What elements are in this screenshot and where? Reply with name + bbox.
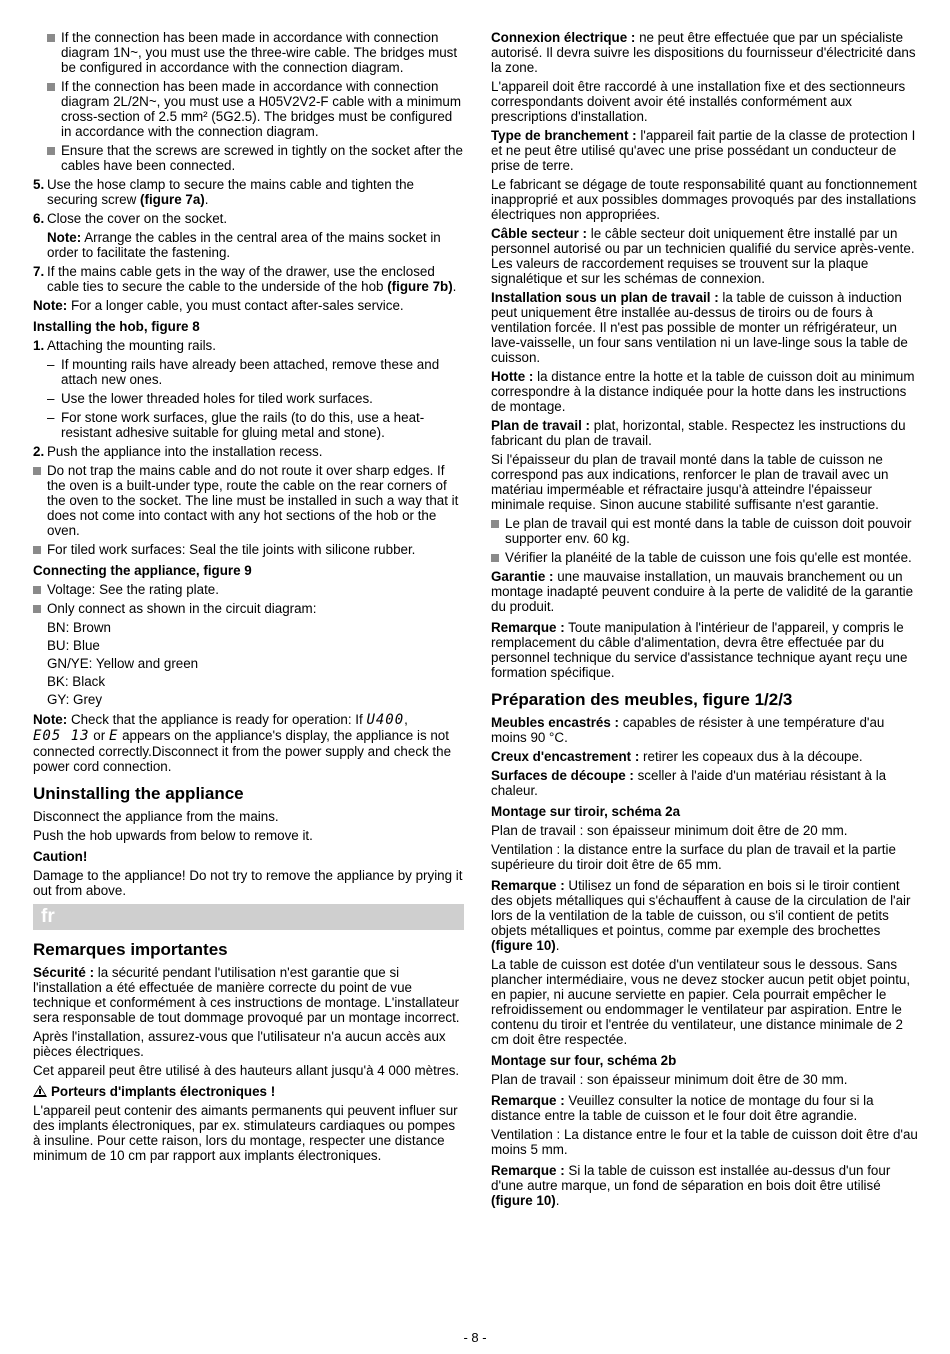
paragraph: Remarque : Utilisez un fond de séparation en bois si le tiroir contient des objets métalliques qui s'échauffent à cause de la circulation de l'air lors de la ventilation de la table de cuisson, ou s'il contient de petits objets métalliques et pointus, comme par exemple des brochettes (figure 10). xyxy=(491,878,911,953)
section-heading: Montage sur four, schéma 2b xyxy=(491,1053,677,1068)
list-item: For tiled work surfaces: Seal the tile joints with silicone rubber. xyxy=(33,542,464,557)
display-code: E05 13 xyxy=(33,728,90,744)
list-item: If the connection has been made in accordance with connection diagram 2L/2N~, you must use a H05V2V2-F cable with a minimum cross-section of 2.5 mm² (5G2.5). The bridges must be configured in accordance with the connection diagram. xyxy=(47,79,464,139)
paragraph: Remarque : Toute manipulation à l'intérieur de l'appareil, y compris le remplacement du câble d'alimentation, devra être effectuée par du personnel technique du service d'assistance technique ayant reçu une formation spécifique. xyxy=(491,620,908,680)
wire-color: GY: Grey xyxy=(47,692,103,707)
paragraph: Plan de travail : son épaisseur minimum doit être de 20 mm. xyxy=(491,823,848,838)
wire-color: GN/YE: Yellow and green xyxy=(47,656,199,671)
bullet-square-icon xyxy=(47,83,55,91)
caution-heading: Caution! xyxy=(33,849,88,864)
paragraph: Meubles encastrés : capables de résister à une température d'au moins 90 °C. xyxy=(491,715,885,745)
step-item: 2. Push the appliance into the installation recess. xyxy=(33,444,323,459)
paragraph: Disconnect the appliance from the mains. xyxy=(33,809,279,824)
display-code: E xyxy=(108,728,119,744)
section-heading: Installing the hob, figure 8 xyxy=(33,319,200,334)
paragraph: Remarque : Si la table de cuisson est installée au-dessus d'un four d'une autre marque, un fond de séparation en bois doit être utilisé (figure 10). xyxy=(491,1163,891,1208)
bullet-square-icon xyxy=(33,467,41,475)
paragraph: Plan de travail : son épaisseur minimum doit être de 30 mm. xyxy=(491,1072,848,1087)
paragraph: Le fabricant se dégage de toute responsabilité quant au fonctionnement inapproprié et aux possibles dommages provoqués par des installations électriques non appropriées. xyxy=(491,177,917,222)
right-column xyxy=(491,30,921,1212)
paragraph: Plan de travail : plat, horizontal, stable. Respectez les instructions du fabricant du plan de travail. xyxy=(491,418,906,448)
left-column xyxy=(33,30,464,1167)
wire-color: BN: Brown xyxy=(47,620,111,635)
section-title: Uninstalling the appliance xyxy=(33,784,244,803)
paragraph: Surfaces de découpe : sceller à l'aide d'un matériau résistant à la chaleur. xyxy=(491,768,887,798)
bullet-square-icon xyxy=(47,34,55,42)
paragraph: Creux d'encastrement : retirer les copeaux dus à la découpe. xyxy=(491,749,863,764)
step-item: 1. Attaching the mounting rails. xyxy=(33,338,216,353)
paragraph: Ventilation : La distance entre le four et la table de cuisson doit être d'au moins 5 mm. xyxy=(491,1127,918,1157)
bullet-square-icon xyxy=(491,520,499,528)
paragraph: Installation sous un plan de travail : la table de cuisson à induction peut uniquement être installée au-dessus de tiroirs ou de fours à ventilation forcée. Il n'est pas possible de monter un réfrigérateur, un lave-vaisselle, un four sans ventilation ni un lave-linge sous la table de cuisson. xyxy=(491,290,908,365)
page-number: - 8 - xyxy=(463,1330,487,1345)
list-item: Ensure that the screws are screwed in tightly on the socket after the cables have been connected. xyxy=(47,143,464,173)
warning-icon xyxy=(33,1085,47,1097)
bullet-square-icon xyxy=(33,586,41,594)
paragraph: Damage to the appliance! Do not try to remove the appliance by prying it out from above. xyxy=(33,868,463,898)
paragraph: Ventilation : la distance entre la surface du plan de travail et la partie supérieure du tiroir doit être de 65 mm. xyxy=(491,842,896,872)
paragraph: Sécurité : la sécurité pendant l'utilisation n'est garantie que si l'installation a été effectuée de manière correcte du point de vue technique et conformément à ces instructions de montage. L'installateur sera responsable de tout dommage provoqué par un montage incorrect. xyxy=(33,965,460,1025)
paragraph: Remarque : Veuillez consulter la notice de montage du four si la distance entre la table de cuisson et le four doit être agrandie. xyxy=(491,1093,874,1123)
list-item: Only connect as shown in the circuit diagram: xyxy=(33,601,464,616)
paragraph: Hotte : la distance entre la hotte et la table de cuisson doit au minimum correspondre à la distance indiquée pour la hotte dans les instructions de montage. xyxy=(491,369,915,414)
bullet-square-icon xyxy=(33,546,41,554)
list-item: Voltage: See the rating plate. xyxy=(33,582,464,597)
paragraph: L'appareil peut contenir des aimants permanents qui peuvent influer sur des implants électroniques, par ex. stimulateurs cardiaques ou pompes à insuline. Pour cette raison, lors du montage, respecter une distance minimum de 10 cm par rapport aux implants électroniques. xyxy=(33,1103,458,1163)
paragraph: Si l'épaisseur du plan de travail monté dans la table de cuisson ne correspond pas aux indications, renforcer le plan de travail avec un matériau imperméable et réfractaire jusqu'à atteindre l'épaisseur minimale requise. Sinon aucune stabilité suffisante n'est garantie. xyxy=(491,452,889,512)
paragraph: Garantie : une mauvaise installation, un mauvais branchement ou un montage inadapté peuvent conduire à la perte de validité de la garantie du produit. xyxy=(491,569,914,614)
paragraph: Cet appareil peut être utilisé à des hauteurs allant jusqu'à 4 000 mètres. xyxy=(33,1063,460,1078)
paragraph: Connexion électrique : ne peut être effectuée que par un spécialiste autorisé. Il devra suivre les dispositions du fournisseur d'électricité dans la zone. xyxy=(491,30,916,75)
list-item: – For stone work surfaces, glue the rails (to do this, use a heat-resistant adhesive suitable for gluing metal and stone). xyxy=(47,410,425,440)
step-item: 6. Close the cover on the socket. xyxy=(33,211,228,226)
language-bar: fr xyxy=(33,904,464,930)
paragraph: La table de cuisson est dotée d'un ventilateur sous le dessous. Sans plancher intermédiaire, vous ne devez stocker aucun petit objet pointu, en papier, ni aucune serviette en papier. Cela pourrait empêcher le refroidissement ou endommager le ventilateur par aspiration. Entre le contenu du tiroir et l'entrée du ventilateur, une distance minimale de 2 cm doit être respectée. xyxy=(491,957,911,1047)
list-item: – Use the lower threaded holes for tiled work surfaces. xyxy=(47,391,373,406)
bullet-square-icon xyxy=(33,605,41,613)
note: Note: For a longer cable, you must contact after-sales service. xyxy=(33,298,404,313)
bullet-square-icon xyxy=(47,147,55,155)
section-heading: Montage sur tiroir, schéma 2a xyxy=(491,804,681,819)
paragraph: L'appareil doit être raccordé à une installation fixe et des sectionneurs correspondants doivent avoir été installés conformément aux prescriptions d'installation. xyxy=(491,79,906,124)
wire-color: BU: Blue xyxy=(47,638,100,653)
note: Note: Arrange the cables in the central area of the mains socket in order to facilitate the fastening. xyxy=(47,230,441,260)
paragraph: Câble secteur : le câble secteur doit uniquement être installé par un personnel autorisé ou par un technicien qualifié du service après-vente. Les valeurs de raccordement requises se trouvent sur la plaque signalétique et sur les schémas de connexion. xyxy=(491,226,915,286)
step-item: 5. Use the hose clamp to secure the mains cable and tighten the securing screw (figure 7a). xyxy=(33,177,414,207)
step-item: 7. If the mains cable gets in the way of the drawer, use the enclosed cable ties to secure the cable to the underside of the hob (figure 7b). xyxy=(33,264,457,294)
section-title: Remarques importantes xyxy=(33,940,228,959)
section-heading: Connecting the appliance, figure 9 xyxy=(33,563,252,578)
display-code: U400 xyxy=(366,712,405,728)
note: Note: Check that the appliance is ready for operation: If U400, E05 13 or E appears on the appliance's display, the appliance is not connected correctly.Disconnect it from the power supply and check the power cord connection. xyxy=(33,712,452,774)
section-title: Préparation des meubles, figure 1/2/3 xyxy=(491,690,793,709)
paragraph: Push the hob upwards from below to remove it. xyxy=(33,828,313,843)
paragraph: Après l'installation, assurez-vous que l'utilisateur n'a aucun accès aux pièces électriques. xyxy=(33,1029,446,1059)
list-item: Le plan de travail qui est monté dans la table de cuisson doit pouvoir supporter env. 60 kg. xyxy=(491,516,921,546)
section-heading: Porteurs d'implants électroniques ! xyxy=(33,1084,464,1099)
list-item: – If mounting rails have already been attached, remove these and attach new ones. xyxy=(47,357,440,387)
bullet-square-icon xyxy=(491,554,499,562)
wire-color: BK: Black xyxy=(47,674,106,689)
list-item: If the connection has been made in accordance with connection diagram 1N~, you must use the three-wire cable. The bridges must be configured in accordance with the connection diagram. xyxy=(47,30,464,75)
paragraph: Type de branchement : l'appareil fait partie de la classe de protection I et ne peut être utilisé qu'avec une prise possédant un conducteur de prise de terre. xyxy=(491,128,916,173)
list-item: Do not trap the mains cable and do not route it over sharp edges. If the oven is a built-under type, route the cable on the rear corners of the oven to the socket. The line must be installed in such a way that it does not come into contact with any hot sections of the hob or the oven. xyxy=(33,463,464,538)
list-item: Vérifier la planéité de la table de cuisson une fois qu'elle est montée. xyxy=(491,550,921,565)
